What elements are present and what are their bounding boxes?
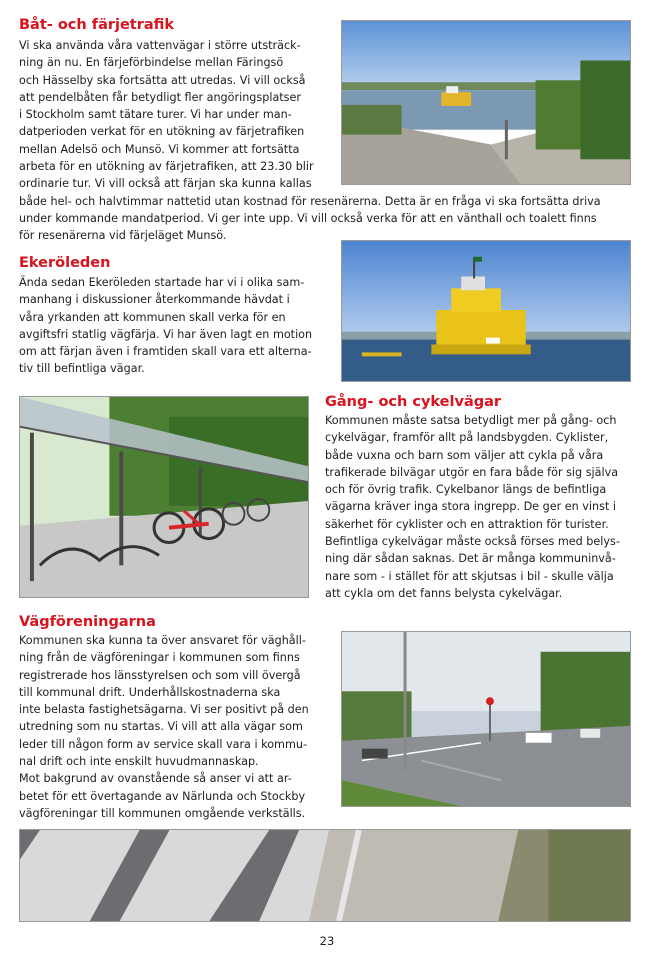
text-line: våra yrkanden att kommunen skall verka för en — [19, 310, 286, 324]
text-line: mellan Adelsö och Munsö. Vi kommer att fortsätta — [19, 142, 300, 156]
text-line: nal drift och inte enskilt huvudmannaskap. — [19, 755, 259, 769]
text-line: trafikerade bilvägar utgör en fara både för sig själva — [325, 465, 619, 479]
text-line: Kommunen måste satsa betydligt mer på gång- och — [325, 414, 617, 427]
text-line: cykelvägar, framför allt på landsbygden. Cyklister, — [325, 431, 609, 445]
text-line: och för övrig trafik. Cykelbanor längs de befintliga — [325, 483, 607, 497]
text-line: avgiftsfri statlig vägfärja. Vi har även lagt en motion — [19, 327, 313, 341]
photo-bicycle-shelter — [19, 396, 309, 598]
photo-road-intersection — [341, 631, 631, 807]
photo-ferry-landing — [341, 20, 631, 185]
text-line: både hel- och halvtimmar nattetid utan kostnad för resenärerna. Detta är en fråga vi ska fortsätta driva — [19, 194, 601, 208]
text-line: under kommande mandatperiod. Vi ger inte upp. Vi vill också verka för att en vänthall och toalett finns — [19, 211, 597, 225]
text-line: vägarna kräver inga stora ingrepp. De ger en vinst i — [325, 500, 616, 514]
heading-gang-cykelvagar: Gång- och cykelvägar — [325, 394, 502, 410]
text-line: tiv till befintliga vägar. — [19, 362, 145, 376]
paragraph-vagforeningarna — [19, 632, 309, 822]
paragraph-gang-cykelvagar — [325, 412, 620, 602]
text-line: inte belasta fastighetsägarna. Vi ser positivt på den — [19, 703, 309, 717]
text-line: om att färjan även i framtiden skall vara ett alterna- — [19, 345, 312, 359]
text-line: till kommunal drift. Underhållskostnaderna ska — [19, 685, 281, 699]
text-line: nare som - i stället för att skjutsas i bil - skulle välja — [325, 569, 614, 583]
text-line: Befintliga cykelvägar måste också förses med belys- — [325, 535, 620, 549]
text-line: och Hässelby ska fortsätta att utredas. Vi vill också — [19, 73, 306, 87]
photo-pedestrian-crossing — [19, 829, 631, 922]
paragraph-ekeroleden — [19, 274, 312, 378]
heading-bat-farjetrafik: Båt- och färjetrafik — [19, 17, 175, 33]
text-line: ning där sådan saknas. Det är många kommuninvå- — [325, 552, 616, 566]
heading-vagforeningarna: Vägföreningarna — [19, 614, 156, 630]
text-line: ordinarie tur. Vi vill också att färjan ska kunna kallas — [19, 177, 312, 191]
text-line: att pendelbåten får betydligt fler angöringsplatser — [19, 90, 301, 104]
text-line: leder till någon form av service skall vara i kommu- — [19, 737, 307, 751]
text-line: säkerhet för cyklister och en attraktion för turister. — [325, 517, 609, 531]
photo-yellow-ferry — [341, 240, 631, 382]
text-line: Mot bakgrund av ovanstående så anser vi att ar- — [19, 772, 292, 786]
text-line: utredning som nu startas. Vi vill att alla vägar som — [19, 720, 303, 734]
text-line: i Stockholm samt tätare turer. Vi har under man- — [19, 108, 292, 122]
text-line: ning än nu. En färjeförbindelse mellan Färingsö — [19, 56, 284, 70]
text-line: arbeta för en utökning av färjetrafiken, att 23.30 blir — [19, 160, 314, 174]
text-line: betet för ett övertagande av Närlunda och Stockby — [19, 789, 306, 803]
page-number: 23 — [319, 934, 335, 948]
text-line: manhang i diskussioner återkommande hävdat i — [19, 293, 290, 307]
text-line: för resenärerna vid färjeläget Munsö. — [19, 229, 227, 243]
text-line: Ända sedan Ekeröleden startade har vi i olika sam- — [19, 276, 305, 289]
text-line: registrerade hos länsstyrelsen och som vill övergå — [19, 668, 301, 682]
text-line: Vi ska använda våra vattenvägar i större utsträck- — [19, 39, 301, 52]
text-line: att cykla om det fanns belysta cykelvägar. — [325, 586, 563, 600]
text-line: datperioden verkat för en utökning av färjetrafiken — [19, 125, 305, 139]
text-line: Kommunen ska kunna ta över ansvaret för väghåll- — [19, 634, 306, 647]
text-line: både vuxna och barn som väljer att cykla på våra — [325, 448, 604, 462]
text-line: ning från de vägföreningar i kommunen som finns — [19, 651, 300, 665]
text-line: vägföreningar till kommunen omgående verkställs. — [19, 806, 306, 820]
heading-ekeroleden: Ekeröleden — [19, 255, 111, 271]
